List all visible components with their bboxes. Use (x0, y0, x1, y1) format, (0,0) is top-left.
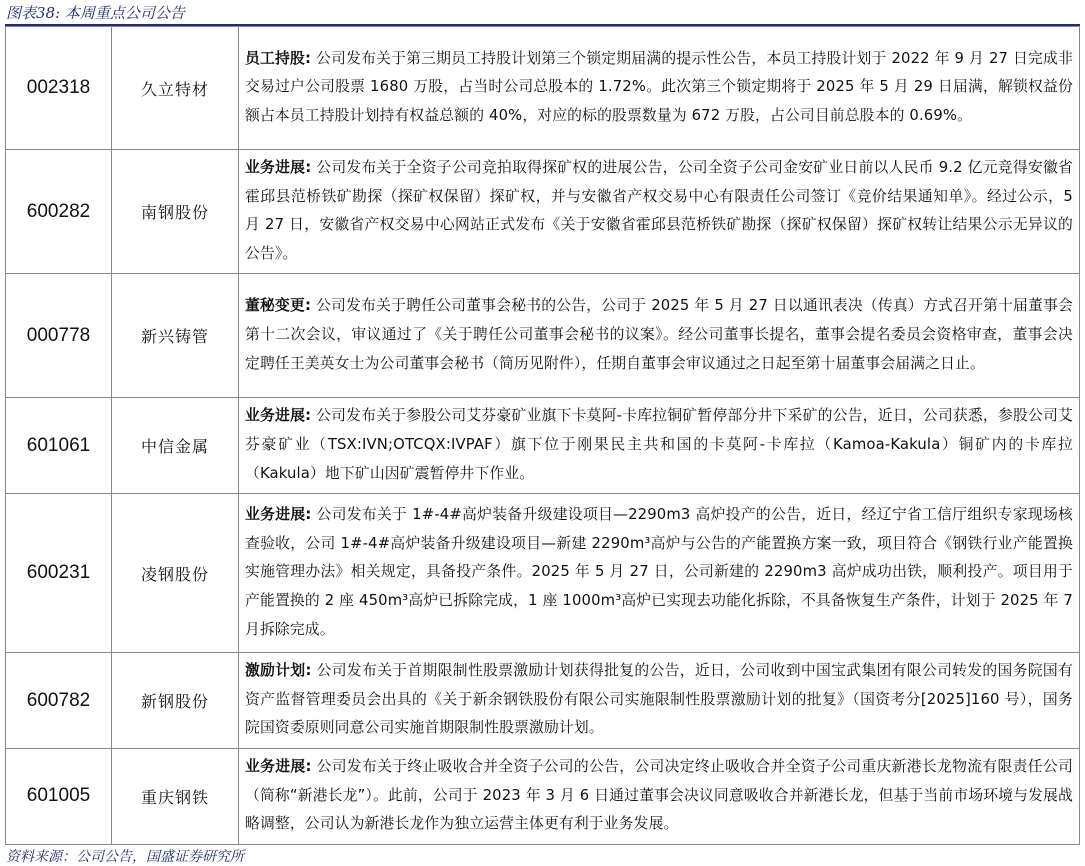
announcement-body: 公司发布关于全资子公司竞拍取得探矿权的进展公告，公司全资子公司金安矿业日前以人民币 9.2 亿元竞得安徽省霍邱县范桥铁矿勘探（探矿权保留）探矿权，并与安徽省产权交易中心有限责任公司签订《竞价结果通知单》。经过公示，5 月 27 日，安徽省产权交易中心网站正式发布《关于安徽省霍邱县范桥铁矿勘探（探矿权保留）探矿权转让结果公示无异议的公告》。 (245, 159, 1073, 262)
stock-code: 601005 (6, 748, 112, 844)
announcement-category: 激励计划: (245, 662, 312, 680)
announcement-body: 公司发布关于终止吸收合并全资子公司的公告，公司决定终止吸收合并全资子公司重庆新港长龙物流有限责任公司（简称“新港长龙”）。此前，公司于 2023 年 3 月 6 日通过董事会决议同意吸收合并新港长龙，但基于当前市场环境与发展战略调整，公司认为新港长龙作为独立运营主体更有利于业务发展。 (245, 757, 1073, 833)
table-row (6, 150, 1080, 274)
stock-code: 000778 (6, 274, 112, 398)
company-name: 新兴铸管 (112, 274, 239, 398)
announcement-body: 公司发布关于第三期员工持股计划第三个锁定期届满的提示性公告，本员工持股计划于 2022 年 9 月 27 日完成非交易过户公司股票 1680 万股，占当时公司总股本的 1.72%。此次第三个锁定期将于 2025 年 5 月 29 日届满，解锁权益份额占本员工持股计划持有权益总额的 40%，对应的标的股票数量为 672 万股，占公司目前总股本的 0.69%。 (245, 49, 1073, 124)
announcement-text (239, 150, 1080, 274)
stock-code: 601061 (6, 398, 112, 494)
company-name: 久立特材 (112, 27, 239, 150)
stock-code: 002318 (6, 27, 112, 150)
announcement-body: 公司发布关于聘任公司董事会秘书的公告，公司于 2025 年 5 月 27 日以通讯表决（传真）方式召开第十届董事会第十二次会议，审议通过了《关于聘任公司董事会秘书的议案》。经公司董事长提名，董事会提名委员会资格审查，董事会决定聘任王美英女士为公司董事会秘书（简历见附件），任期自董事会审议通过之日起至第十届董事会届满之日止。 (245, 297, 1073, 372)
announcements-table (5, 26, 1080, 845)
announcement-category: 业务进展: (245, 159, 312, 176)
announcement-text (239, 494, 1080, 653)
stock-code: 600782 (6, 653, 112, 749)
table-row (6, 274, 1080, 398)
announcement-body: 公司发布关于 1#-4#高炉装备升级建设项目—2290m3 高炉投产的公告，近日，经辽宁省工信厅组织专家现场核查验收，公司 1#-4#高炉装备升级建设项目—新建 2290m³高炉与公告的产能置换方案一致，项目符合《钢铁行业产能置换实施管理办法》相关规定，具备投产条件。2025 年 5 月 27 日，公司新建的 2290m3 高炉成功出铁，顺利投产。项目用于产能置换的 2 座 450m³高炉已拆除完成，1 座 1000m³高炉已实现去功能化拆除，不具备恢复生产条件，计划于 2025 年 7 月拆除完成。 (245, 506, 1073, 638)
company-name: 新钢股份 (112, 653, 239, 749)
figure-caption: 图表38: 本周重点公司公告 (6, 4, 185, 22)
stock-code: 600282 (6, 150, 112, 274)
table-row (6, 27, 1080, 150)
announcement-text (239, 27, 1080, 150)
announcement-text (239, 398, 1080, 494)
stock-code: 600231 (6, 494, 112, 653)
announcement-body: 公司发布关于参股公司艾芬豪矿业旗下卡莫阿-卡库拉铜矿暂停部分井下采矿的公告，近日，公司获悉，参股公司艾芬豪矿业（TSX:IVN;OTCQX:IVPAF）旗下位于刚果民主共和国的卡莫阿-卡库拉（Kamoa-Kakula）铜矿内的卡库拉（Kakula）地下矿山因矿震暂停井下作业。 (245, 407, 1073, 482)
company-name: 中信金属 (112, 398, 239, 494)
announcement-category: 业务进展: (245, 757, 312, 775)
table-row (6, 653, 1080, 749)
announcement-category: 员工持股: (245, 49, 312, 67)
announcement-text (239, 653, 1080, 749)
company-name: 南钢股份 (112, 150, 239, 274)
company-name: 凌钢股份 (112, 494, 239, 653)
announcement-text (239, 748, 1080, 844)
source-note: 资料来源：公司公告，国盛证券研究所 (6, 849, 244, 865)
table-row (6, 748, 1080, 844)
announcement-body: 公司发布关于首期限制性股票激励计划获得批复的公告，近日，公司收到中国宝武集团有限公司转发的国务院国有资产监督管理委员会出具的《关于新余钢铁股份有限公司实施限制性股票激励计划的批复》（国资考分[2025]160 号），国务院国资委原则同意公司实施首期限制性股票激励计划。 (245, 662, 1073, 737)
announcement-category: 业务进展: (245, 407, 312, 425)
company-name: 重庆钢铁 (112, 748, 239, 844)
announcement-category: 董秘变更: (245, 297, 312, 315)
announcement-text (239, 274, 1080, 398)
table-row (6, 494, 1080, 653)
announcement-category: 业务进展: (245, 506, 312, 524)
table-row (6, 398, 1080, 494)
